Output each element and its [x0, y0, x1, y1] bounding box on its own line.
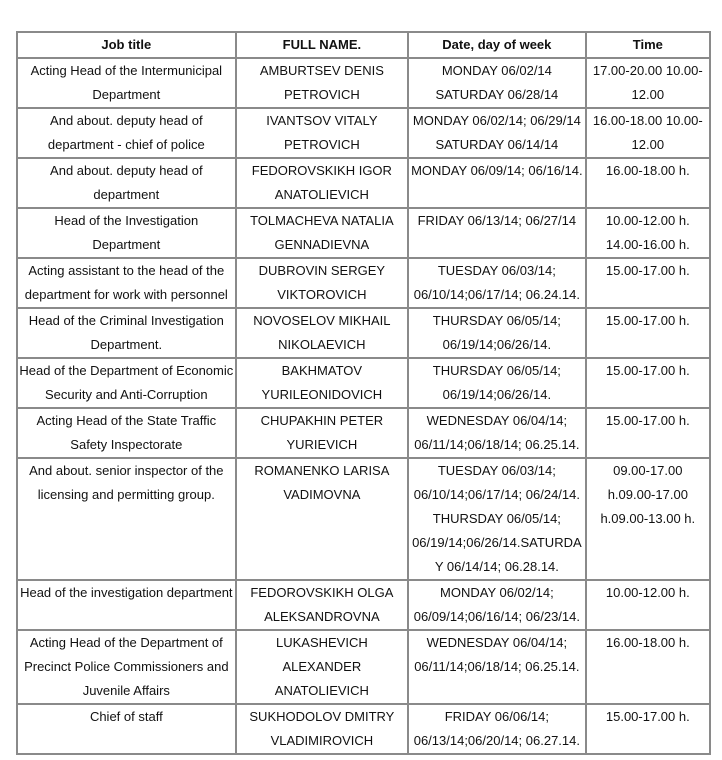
job-title-cell: And about. deputy head of department: [17, 158, 236, 208]
full-name-cell: CHUPAKHIN PETER YURIEVICH: [236, 408, 408, 458]
job-title-cell: And about. deputy head of department - chief of police: [17, 108, 236, 158]
date-cell: THURSDAY 06/05/14; 06/19/14;06/26/14.: [408, 358, 586, 408]
job-title-cell: Head of the Criminal Investigation Department.: [17, 308, 236, 358]
date-cell: MONDAY 06/02/14 SATURDAY 06/28/14: [408, 58, 586, 108]
job-title-cell: Acting assistant to the head of the department for work with personnel: [17, 258, 236, 308]
full-name-cell: FEDOROVSKIKH OLGA ALEKSANDROVNA: [236, 580, 408, 630]
time-cell: 16.00-18.00 h.: [586, 630, 710, 704]
table-row: [17, 58, 710, 108]
date-cell: MONDAY 06/02/14; 06/29/14 SATURDAY 06/14/14: [408, 108, 586, 158]
full-name-cell: FEDOROVSKIKH IGOR ANATOLIEVICH: [236, 158, 408, 208]
job-title-cell: And about. senior inspector of the licensing and permitting group.: [17, 458, 236, 580]
full-name-cell: DUBROVIN SERGEY VIKTOROVICH: [236, 258, 408, 308]
full-name-cell: TOLMACHEVA NATALIA GENNADIEVNA: [236, 208, 408, 258]
job-title-cell: Head of the Investigation Department: [17, 208, 236, 258]
time-cell: 16.00-18.00 h.: [586, 158, 710, 208]
table-row: [17, 408, 710, 458]
job-title-cell: Head of the Department of Economic Security and Anti-Corruption: [17, 358, 236, 408]
table-row: [17, 358, 710, 408]
reception-schedule-table: [16, 31, 711, 755]
date-cell: THURSDAY 06/05/14; 06/19/14;06/26/14.: [408, 308, 586, 358]
header-job-title: Job title: [17, 32, 236, 58]
table-row: [17, 308, 710, 358]
table-row: [17, 258, 710, 308]
date-cell: WEDNESDAY 06/04/14; 06/11/14;06/18/14; 06.25.14.: [408, 630, 586, 704]
full-name-cell: AMBURTSEV DENIS PETROVICH: [236, 58, 408, 108]
table-row: [17, 580, 710, 630]
time-cell: 15.00-17.00 h.: [586, 358, 710, 408]
header-row: [17, 32, 710, 58]
job-title-cell: Acting Head of the Department of Precinct Police Commissioners and Juvenile Affairs: [17, 630, 236, 704]
table-row: [17, 158, 710, 208]
time-cell: 15.00-17.00 h.: [586, 258, 710, 308]
date-cell: TUESDAY 06/03/14; 06/10/14;06/17/14; 06.24.14.: [408, 258, 586, 308]
time-cell: 16.00-18.00 10.00-12.00: [586, 108, 710, 158]
table-row: [17, 108, 710, 158]
full-name-cell: LUKASHEVICH ALEXANDER ANATOLIEVICH: [236, 630, 408, 704]
header-time: Time: [586, 32, 710, 58]
table-row: [17, 630, 710, 704]
full-name-cell: IVANTSOV VITALY PETROVICH: [236, 108, 408, 158]
job-title-cell: Acting Head of the State Traffic Safety Inspectorate: [17, 408, 236, 458]
time-cell: 15.00-17.00 h.: [586, 408, 710, 458]
table-row: [17, 208, 710, 258]
date-cell: TUESDAY 06/03/14; 06/10/14;06/17/14; 06/24/14. THURSDAY 06/05/14; 06/19/14;06/26/14.SATURDAY 06/14/14; 06.28.14.: [408, 458, 586, 580]
time-cell: 15.00-17.00 h.: [586, 308, 710, 358]
full-name-cell: NOVOSELOV MIKHAIL NIKOLAEVICH: [236, 308, 408, 358]
job-title-cell: Head of the investigation department: [17, 580, 236, 630]
time-cell: 10.00-12.00 h.: [586, 580, 710, 630]
full-name-cell: BAKHMATOV YURILEONIDOVICH: [236, 358, 408, 408]
time-cell: 17.00-20.00 10.00-12.00: [586, 58, 710, 108]
table-row: [17, 458, 710, 580]
date-cell: MONDAY 06/09/14; 06/16/14.: [408, 158, 586, 208]
time-cell: 15.00-17.00 h.: [586, 704, 710, 754]
time-cell: 10.00-12.00 h. 14.00-16.00 h.: [586, 208, 710, 258]
header-full-name: FULL NAME.: [236, 32, 408, 58]
full-name-cell: ROMANENKO LARISA VADIMOVNA: [236, 458, 408, 580]
job-title-cell: Chief of staff: [17, 704, 236, 754]
full-name-cell: SUKHODOLOV DMITRY VLADIMIROVICH: [236, 704, 408, 754]
date-cell: FRIDAY 06/13/14; 06/27/14: [408, 208, 586, 258]
date-cell: WEDNESDAY 06/04/14; 06/11/14;06/18/14; 06.25.14.: [408, 408, 586, 458]
header-date: Date, day of week: [408, 32, 586, 58]
date-cell: MONDAY 06/02/14; 06/09/14;06/16/14; 06/23/14.: [408, 580, 586, 630]
time-cell: 09.00-17.00 h.09.00-17.00 h.09.00-13.00 h.: [586, 458, 710, 580]
table-row: [17, 704, 710, 754]
date-cell: FRIDAY 06/06/14; 06/13/14;06/20/14; 06.27.14.: [408, 704, 586, 754]
job-title-cell: Acting Head of the Intermunicipal Department: [17, 58, 236, 108]
